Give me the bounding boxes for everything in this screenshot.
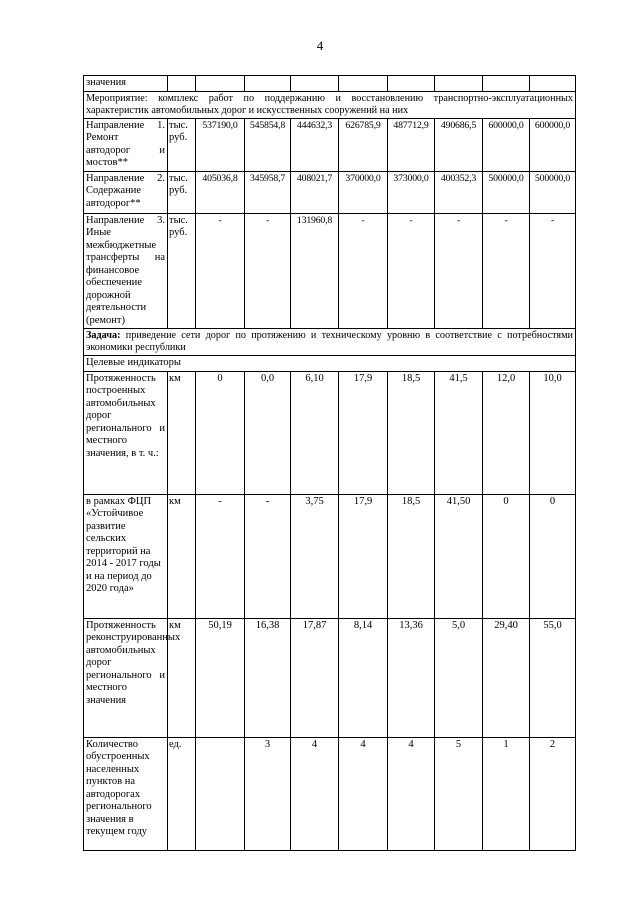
task-row — [84, 329, 576, 356]
indicator-name: Протяженность построенных автомобильных дорог регионального и местного значения, в т. ч.: — [84, 371, 168, 494]
value-cell: 8,14 — [339, 618, 388, 737]
value-cell: 626785,9 — [339, 118, 388, 171]
value-cell: 5 — [435, 737, 483, 850]
value-cell: 600000,0 — [483, 118, 530, 171]
indicator-name: Протяженность реконструированных автомобильных дорог регионального и местного значения — [84, 618, 168, 737]
direction-row — [84, 213, 576, 329]
indicator-row — [84, 618, 576, 737]
indicator-row — [84, 494, 576, 618]
value-cell: 17,9 — [339, 494, 388, 618]
value-cell: - — [388, 213, 435, 329]
program-table — [83, 75, 576, 851]
indicator-row — [84, 737, 576, 850]
direction-unit: тыс. руб. — [168, 171, 196, 213]
value-cell: 537190,0 — [196, 118, 245, 171]
task-cell — [84, 329, 576, 356]
value-cell: - — [530, 213, 576, 329]
value-cell: 3,75 — [291, 494, 339, 618]
value-cell: 500000,0 — [483, 171, 530, 213]
continuation-row — [84, 76, 576, 92]
event-title: Мероприятие: комплекс работ по поддержанию и восстановлению транспортно-эксплуатационных характеристик автомобильных дорог и искусственных сооружений на них — [84, 91, 576, 118]
indicator-row — [84, 371, 576, 494]
value-cell: 373000,0 — [388, 171, 435, 213]
value-cell: - — [196, 213, 245, 329]
value-cell: - — [483, 213, 530, 329]
value-cell: 5,0 — [435, 618, 483, 737]
value-cell — [196, 737, 245, 850]
value-cell: 400352,3 — [435, 171, 483, 213]
value-cell: 2 — [530, 737, 576, 850]
value-cell: 0 — [483, 494, 530, 618]
indicator-name: Количество обустроенных населенных пунктов на автодорогах регионального значения в текущем году — [84, 737, 168, 850]
value-cell: 1 — [483, 737, 530, 850]
direction-name: Направление 1. Ремонт автодорог и мостов** — [84, 118, 168, 171]
value-cell: 55,0 — [530, 618, 576, 737]
indicator-unit: км — [168, 494, 196, 618]
continuation-label: значения — [84, 76, 168, 92]
value-cell: 370000,0 — [339, 171, 388, 213]
value-cell: 18,5 — [388, 494, 435, 618]
value-cell: 408021,7 — [291, 171, 339, 213]
value-cell: 0,0 — [245, 371, 291, 494]
task-label: Задача: — [86, 330, 121, 341]
value-cell: 490686,5 — [435, 118, 483, 171]
value-cell: - — [196, 494, 245, 618]
value-cell: 29,40 — [483, 618, 530, 737]
indicator-unit: ед. — [168, 737, 196, 850]
value-cell: 545854,8 — [245, 118, 291, 171]
value-cell: 0 — [196, 371, 245, 494]
value-cell: 4 — [291, 737, 339, 850]
value-cell: - — [245, 213, 291, 329]
direction-name: Направление 2. Содержание автодорог** — [84, 171, 168, 213]
value-cell: 17,87 — [291, 618, 339, 737]
value-cell: 4 — [339, 737, 388, 850]
value-cell: - — [339, 213, 388, 329]
value-cell: 41,50 — [435, 494, 483, 618]
value-cell: 13,36 — [388, 618, 435, 737]
value-cell: 50,19 — [196, 618, 245, 737]
indicator-unit: км — [168, 371, 196, 494]
direction-unit: тыс. руб. — [168, 118, 196, 171]
value-cell: - — [245, 494, 291, 618]
value-cell: 487712,9 — [388, 118, 435, 171]
value-cell: 17,9 — [339, 371, 388, 494]
value-cell: 10,0 — [530, 371, 576, 494]
indicator-unit: км — [168, 618, 196, 737]
value-cell: - — [435, 213, 483, 329]
value-cell: 600000,0 — [530, 118, 576, 171]
value-cell: 16,38 — [245, 618, 291, 737]
direction-row — [84, 171, 576, 213]
event-row — [84, 91, 576, 118]
value-cell: 12,0 — [483, 371, 530, 494]
indicators-header-row — [84, 356, 576, 372]
indicator-name: в рамках ФЦП «Устойчивое развитие сельских территорий на 2014 - 2017 годы и на период до 2020 года» — [84, 494, 168, 618]
page-number: 4 — [316, 38, 324, 53]
value-cell: 6,10 — [291, 371, 339, 494]
value-cell: 18,5 — [388, 371, 435, 494]
value-cell: 500000,0 — [530, 171, 576, 213]
value-cell: 0 — [530, 494, 576, 618]
value-cell: 131960,8 — [291, 213, 339, 329]
value-cell: 4 — [388, 737, 435, 850]
direction-name: Направление 3. Иные межбюджетные трансферты на финансовое обеспечение дорожной деятельности (ремонт) — [84, 213, 168, 329]
value-cell: 3 — [245, 737, 291, 850]
indicators-header: Целевые индикаторы — [84, 356, 576, 372]
direction-row — [84, 118, 576, 171]
value-cell: 405036,8 — [196, 171, 245, 213]
direction-unit: тыс. руб. — [168, 213, 196, 329]
task-text: приведение сети дорог по протяжению и техническому уровню в соответствие с потребностями экономики республики — [86, 330, 573, 353]
value-cell: 444632,3 — [291, 118, 339, 171]
value-cell: 41,5 — [435, 371, 483, 494]
value-cell: 345958,7 — [245, 171, 291, 213]
